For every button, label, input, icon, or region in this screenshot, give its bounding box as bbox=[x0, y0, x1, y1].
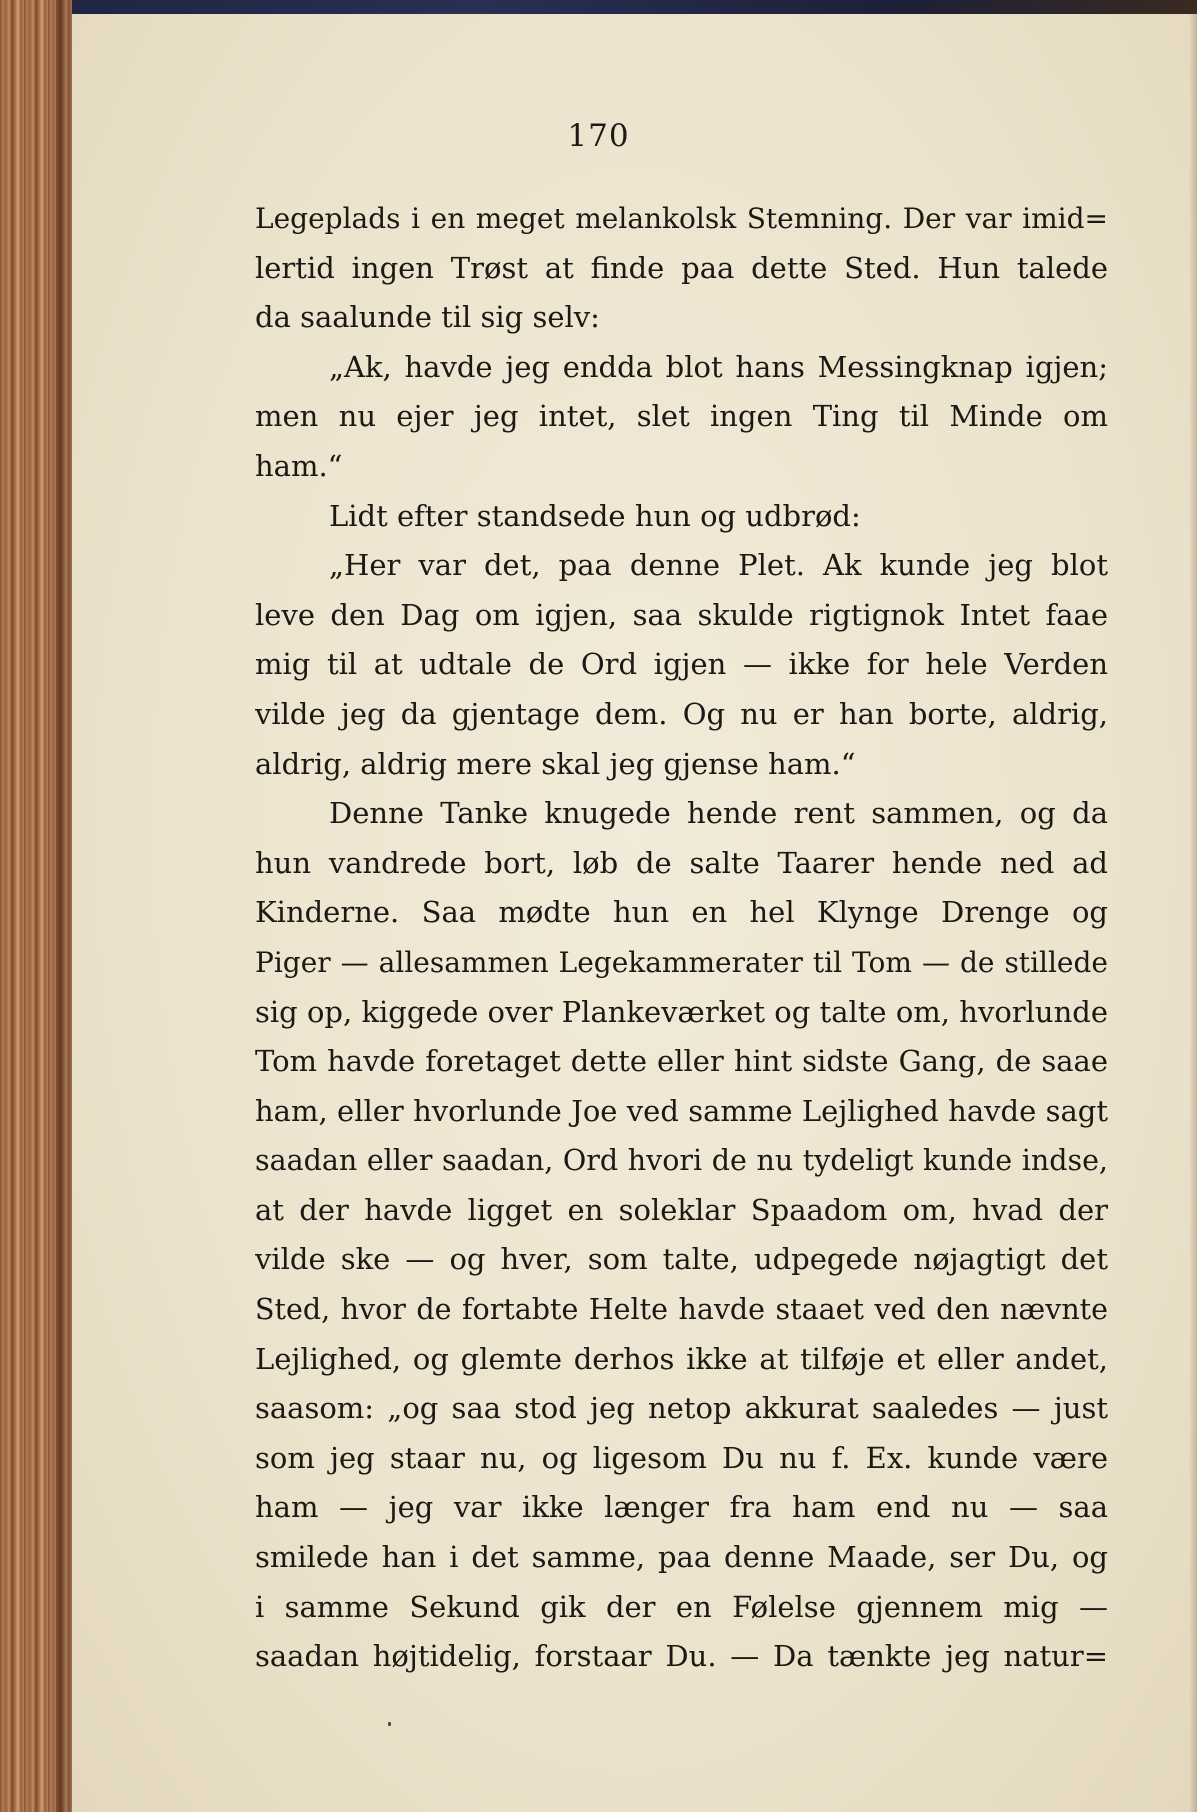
text-line: Sted, hvor de fortabte Helte havde staaet ved den nævnte bbox=[255, 1293, 1108, 1327]
page-number: 170 bbox=[567, 118, 630, 154]
body-text bbox=[255, 194, 1108, 1682]
book-top-edge bbox=[0, 0, 1197, 14]
text-line: da saalunde til sig selv: bbox=[255, 300, 600, 335]
text-line: ham — jeg var ikke længer fra ham end nu — saa bbox=[255, 1490, 1108, 1525]
text-line: vilde jeg da gjentage dem. Og nu er han borte, aldrig, bbox=[255, 696, 1108, 731]
text-line: mig til at udtale de Ord igjen — ikke for hele Verden bbox=[255, 647, 1108, 682]
text-line: Lidt efter standsede hun og udbrød: bbox=[329, 498, 861, 533]
text-line: saasom: „og saa stod jeg netop akkurat saaledes — just bbox=[255, 1391, 1108, 1426]
text-line: Tom havde foretaget dette eller hint sidste Gang, de saae bbox=[255, 1044, 1108, 1079]
text-line: Lejlighed, og glemte derhos ikke at tilføje et eller andet, bbox=[255, 1341, 1108, 1376]
text-line: lertid ingen Trøst at finde paa dette Sted. Hun talede bbox=[255, 250, 1108, 285]
text-line: Legeplads i en meget melankolsk Stemning. Der var imid= bbox=[255, 202, 1108, 235]
text-line: sig op, kiggede over Plankeværket og talte om, hvorlunde bbox=[255, 994, 1108, 1029]
text-line: saadan højtidelig, forstaar Du. — Da tænkte jeg natur= bbox=[255, 1639, 1108, 1674]
text-line: leve den Dag om igjen, saa skulde rigtignok Intet faae bbox=[255, 597, 1108, 632]
text-line: ham, eller hvorlunde Joe ved samme Lejlighed havde sagt bbox=[255, 1093, 1108, 1128]
text-line: aldrig, aldrig mere skal jeg gjense ham.“ bbox=[255, 746, 856, 781]
text-line: Piger — allesammen Legekammerater til Tom — de stillede bbox=[255, 945, 1108, 979]
text-line: saadan eller saadan, Ord hvori de nu tydeligt kunde indse, bbox=[255, 1144, 1108, 1178]
text-line: som jeg staar nu, og ligesom Du nu f. Ex. kunde være bbox=[255, 1440, 1108, 1475]
page-right-edge bbox=[1189, 14, 1197, 1812]
text-line: Kinderne. Saa mødte hun en hel Klynge Drenge og bbox=[255, 895, 1108, 930]
text-line: men nu ejer jeg intet, slet ingen Ting til Minde om bbox=[255, 399, 1108, 434]
text-line: at der havde ligget en soleklar Spaadom om, hvad der bbox=[255, 1192, 1108, 1227]
text-line: „Ak, havde jeg endda blot hans Messingknap igjen; bbox=[329, 349, 1108, 384]
text-line: Denne Tanke knugede hende rent sammen, og da bbox=[329, 796, 1108, 831]
text-line: „Her var det, paa denne Plet. Ak kunde jeg blot bbox=[329, 548, 1108, 583]
text-line: ham.“ bbox=[255, 448, 343, 483]
text-line: smilede han i det samme, paa denne Maade, ser Du, og bbox=[255, 1540, 1108, 1575]
text-line: hun vandrede bort, løb de salte Taarer hende ned ad bbox=[255, 845, 1108, 880]
paper-speck bbox=[388, 1722, 391, 1726]
text-line: i samme Sekund gik der en Følelse gjennem mig — bbox=[255, 1589, 1108, 1624]
text-line: vilde ske — og hver, som talte, udpegede nøjagtigt det bbox=[255, 1242, 1108, 1277]
